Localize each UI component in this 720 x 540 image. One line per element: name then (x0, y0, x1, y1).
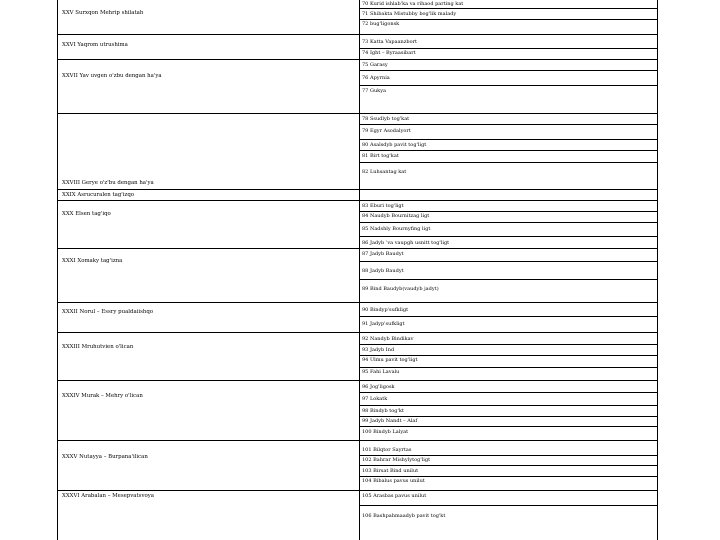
right-row-text: 104 Bibalus pavus unilut (362, 478, 425, 484)
left-row-text: XXXII Norul – Essry pualdaiishqo (62, 309, 154, 315)
row-divider (57, 440, 658, 441)
right-row-text: 89 Bind Baudyb(vaudyb jadyt) (362, 286, 439, 292)
row-divider (57, 248, 658, 249)
table-border-left (57, 0, 58, 540)
right-row-divider (359, 367, 658, 368)
right-row-divider (359, 416, 658, 417)
right-row-text: 79 Egyr Asodalyort (362, 128, 411, 134)
left-row-text: XXXI Xomaky tag'izna (62, 258, 123, 264)
right-row-text: 85 Nadshly Bournyfing ligt (362, 226, 431, 232)
right-row-text: 72 bug'ligonsk (362, 21, 400, 27)
right-row-text: 82 Luhsantag kat (362, 169, 407, 175)
right-row-text: 75 Garasy (362, 62, 388, 68)
right-row-text: 90 Bindyp'sufkligt (362, 307, 409, 313)
left-row-text: XXVII Yav uvgen o'zbu dengan ha'ya (62, 73, 162, 79)
right-row-text: 98 Bindyb tog'kt (362, 408, 404, 414)
right-row-text: 100 Bindyb Lalyat (362, 429, 409, 435)
left-row-text: XXXIII Mruhutvien o'lican (62, 344, 134, 350)
left-row-text: XXXVI Arabalan – Mesepvatsvoya (62, 493, 154, 499)
right-row-text: 83 Eburi tog'ligt (362, 203, 404, 209)
right-row-text: 102 Bahrar Mishylytog'ligt (362, 457, 431, 463)
right-row-text: 81 Birt tog'kat (362, 153, 399, 159)
right-row-text: 71 Shibakta Mistubby bog'lik malady (362, 11, 457, 17)
right-row-text: 80 Asalsdyb pavit tog'ligt (362, 142, 427, 148)
right-row-text: 87 Jadyb Baudyt (362, 251, 404, 257)
right-row-text: 86 Jadyb ‘va vaupgh usnitt tog'ligt (362, 240, 450, 246)
right-row-text: 76 Apyrnia (362, 75, 390, 81)
right-row-text: 94 Ulmu pavit tog'ligt (362, 357, 418, 363)
right-row-divider (359, 124, 658, 125)
right-row-divider (359, 344, 658, 345)
right-row-text: 92 Nandyb Bindikav (362, 336, 414, 342)
left-row-text: XXVI Yaqrom utrushima (62, 42, 128, 48)
right-row-divider (359, 505, 658, 506)
right-row-text: 96 Jog'ligosk (362, 384, 395, 390)
right-row-text: 84 Naudyb Bournitzag ligt (362, 213, 430, 219)
right-row-text: 93 Jadyb Ind (362, 347, 395, 353)
left-row-text: XXIX Asrucuralen tag'izqo (62, 192, 135, 198)
right-row-text: 101 Bilqtor Sayrtas (362, 447, 412, 453)
right-row-text: 70 Kurid ishlab'ka va rihaod parting kat (362, 1, 464, 7)
right-row-divider (359, 48, 658, 49)
left-row-text: XXVIII Gerye o'z'bu dengan ha'ya (62, 180, 154, 186)
row-divider (57, 200, 658, 201)
row-divider (57, 380, 658, 381)
right-row-divider (359, 279, 658, 280)
row-divider (57, 189, 658, 190)
right-row-divider (359, 465, 658, 466)
right-row-divider (359, 355, 658, 356)
row-divider (57, 59, 658, 60)
right-row-divider (359, 261, 658, 262)
left-row-text: XXV Surxqon Mehrip shilatah (62, 10, 144, 16)
right-row-divider (359, 222, 658, 223)
right-row-divider (359, 236, 658, 237)
row-divider (57, 34, 658, 35)
right-row-divider (359, 316, 658, 317)
right-row-text: 73 Katta Vapaanzbort (362, 39, 418, 45)
right-row-text: 105 Arasbas pavus unilut (362, 493, 427, 499)
right-row-divider (359, 405, 658, 406)
right-row-text: 91 Jadyp'sufkligt (362, 321, 405, 327)
left-row-text: XXXIV Murak – Mehry o'lican (62, 393, 143, 399)
right-row-text: 103 Birsat Bind unilut (362, 468, 419, 474)
right-row-divider (359, 476, 658, 477)
table-border-right (657, 0, 658, 540)
right-row-divider (359, 455, 658, 456)
right-row-text: 78 Ssudlyb tog'kat (362, 116, 410, 122)
row-divider (57, 113, 658, 114)
right-row-divider (359, 150, 658, 151)
right-row-text: 88 Jadyb Baudyt (362, 268, 404, 274)
right-row-divider (359, 85, 658, 86)
right-row-text: 106 Bashpahmaadyb pavit tog'kt (362, 513, 446, 519)
right-row-divider (359, 70, 658, 71)
right-row-text: 77 Gukya (362, 88, 387, 94)
right-row-divider (359, 139, 658, 140)
right-row-divider (359, 8, 658, 9)
row-divider (57, 302, 658, 303)
right-row-divider (359, 392, 658, 393)
right-row-text: 97 Lokatk (362, 396, 388, 402)
right-row-divider (359, 162, 658, 163)
left-row-text: XXXV Nutayya – Burpana'ilican (62, 454, 148, 460)
row-divider (57, 332, 658, 333)
right-row-divider (359, 19, 658, 20)
right-row-divider (359, 426, 658, 427)
document-table (57, 0, 658, 540)
right-row-text: 74 Ight – Byraasibart (362, 50, 416, 56)
right-row-divider (359, 211, 658, 212)
left-row-text: XXX Elsen tag'iqo (62, 211, 111, 217)
row-divider (57, 490, 658, 491)
right-row-text: 95 Fahi Lavalu (362, 369, 400, 375)
column-divider (359, 0, 360, 540)
right-row-text: 99 Jadyb Nandt – Alaf (362, 418, 418, 424)
